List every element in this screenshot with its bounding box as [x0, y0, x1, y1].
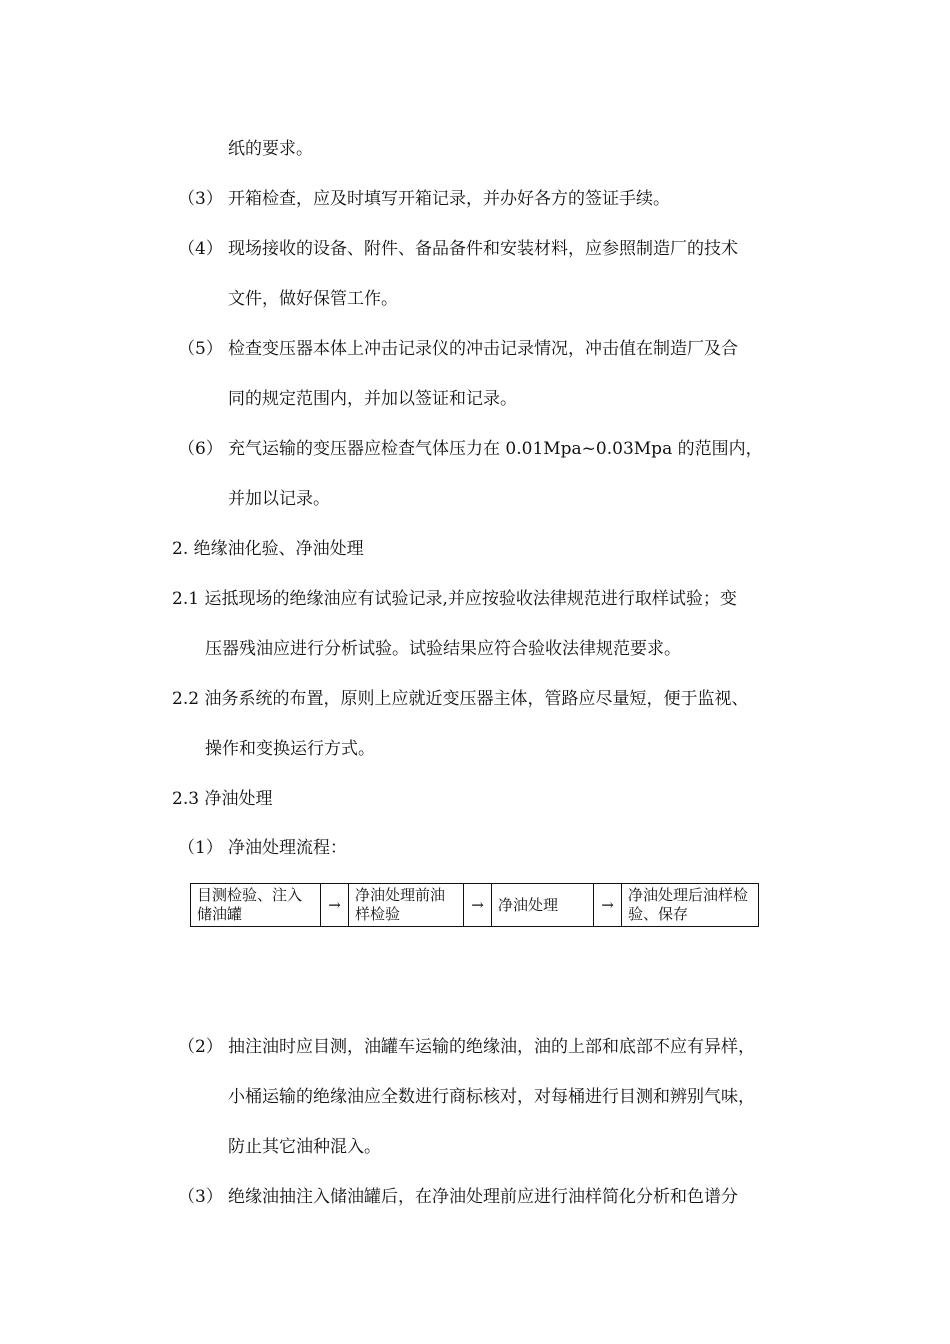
- text-line: 2.1 运抵现场的绝缘油应有试验记录,并应按验收法律规范进行取样试验；变: [172, 589, 737, 609]
- text-line: 绝缘油抽注入储油罐后，在净油处理前应进行油样简化分析和色谱分: [228, 1187, 738, 1207]
- item-number: （3）: [178, 189, 223, 209]
- flow-step-1: 目测检验、注入储油罐: [191, 884, 321, 926]
- text-line: 小桶运输的绝缘油应全数进行商标核对，对每桶进行目测和辨别气味，: [228, 1087, 755, 1107]
- text-line: 文件，做好保管工作。: [228, 289, 398, 309]
- text-line: 纸的要求。: [228, 139, 313, 159]
- item-number: （1）: [178, 838, 223, 858]
- text-line: 现场接收的设备、附件、备品备件和安装材料，应参照制造厂的技术: [228, 239, 738, 259]
- item-number: （3）: [178, 1187, 223, 1207]
- section-heading: 2. 绝缘油化验、净油处理: [172, 539, 364, 559]
- arrow-right-icon: →: [321, 884, 349, 926]
- flow-chart-table: [190, 883, 759, 927]
- text-line: 压器残油应进行分析试验。试验结果应符合验收法律规范要求。: [205, 639, 681, 659]
- text-line: 开箱检查，应及时填写开箱记录，并办好各方的签证手续。: [228, 189, 670, 209]
- text-line: 检查变压器本体上冲击记录仪的冲击记录情况，冲击值在制造厂及合: [228, 339, 738, 359]
- subsection-heading: 2.3 净油处理: [172, 789, 273, 809]
- flow-step-3: 净油处理: [492, 884, 594, 926]
- text-line: 充气运输的变压器应检查气体压力在 0.01Mpa~0.03Mpa 的范围内，: [228, 439, 763, 459]
- text-line: 并加以记录。: [228, 489, 330, 509]
- arrow-right-icon: →: [464, 884, 492, 926]
- text-line: 净油处理流程：: [228, 838, 347, 858]
- text-line: 防止其它油种混入。: [228, 1137, 381, 1157]
- item-number: （4）: [178, 239, 223, 259]
- text-line: 抽注油时应目测，油罐车运输的绝缘油，油的上部和底部不应有异样，: [228, 1037, 755, 1057]
- arrow-right-icon: →: [594, 884, 622, 926]
- item-number: （5）: [178, 339, 223, 359]
- text-line: 2.2 油务系统的布置，原则上应就近变压器主体，管路应尽量短，便于监视、: [172, 689, 749, 709]
- text-line: 操作和变换运行方式。: [205, 739, 375, 759]
- flow-step-2: 净油处理前油样检验: [349, 884, 464, 926]
- item-number: （2）: [178, 1037, 223, 1057]
- flow-step-4: 净油处理后油样检验、保存: [628, 886, 749, 923]
- text-line: 同的规定范围内，并加以签证和记录。: [228, 389, 517, 409]
- item-number: （6）: [178, 439, 223, 459]
